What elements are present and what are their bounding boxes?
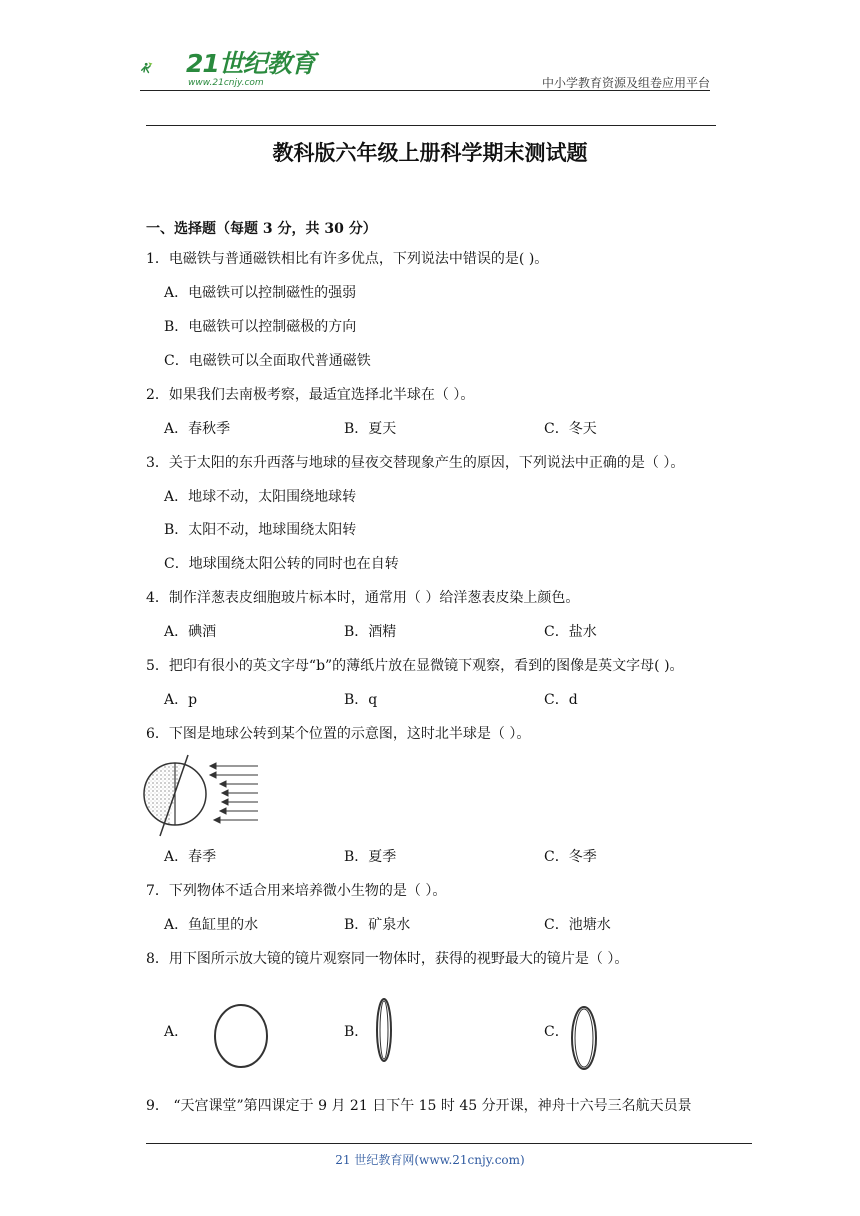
question-6-option-b: B．夏季 [344, 849, 397, 865]
title-divider [146, 125, 716, 126]
earth-orbit-diagram [140, 750, 266, 840]
question-6-option-a: A．春季 [164, 849, 217, 865]
question-8-option-b: B． [344, 1024, 369, 1040]
question-1-stem: 1．电磁铁与普通磁铁相比有许多优点，下列说法中错误的是( )。 [146, 251, 549, 267]
footer-link-text[interactable]: 21 世纪教育网(www.21cnjy.com) [335, 1153, 525, 1167]
section-heading: 一、选择题（每题 3 分，共 30 分） [146, 221, 377, 237]
question-5-stem: 5．把印有很小的英文字母“b”的薄纸片放在显微镜下观察，看到的图像是英文字母( )。 [146, 658, 684, 674]
question-6-stem: 6．下图是地球公转到某个位置的示意图，这时北半球是（ ）。 [146, 726, 531, 742]
question-4-option-b: B．酒精 [344, 624, 397, 640]
question-1-option-c: C．电磁铁可以全面取代普通磁铁 [164, 353, 371, 369]
question-7-stem: 7．下列物体不适合用来培养微小生物的是（ ）。 [146, 883, 447, 899]
question-7-option-b: B．矿泉水 [344, 917, 411, 933]
lens-b-icon [372, 996, 396, 1064]
lens-a-icon [212, 1002, 270, 1070]
question-3-option-b: B．太阳不动，地球围绕太阳转 [164, 522, 357, 538]
question-7-option-a: A．鱼缸里的水 [164, 917, 259, 933]
footer-divider [146, 1143, 752, 1144]
question-2-option-a: A．春秋季 [164, 421, 231, 437]
question-2-option-b: B．夏天 [344, 421, 397, 437]
logo-text: 21世纪教育 [186, 49, 315, 78]
question-5-option-c: C．d [544, 692, 578, 708]
question-8-stem: 8．用下图所示放大镜的镜片观察同一物体时，获得的视野最大的镜片是（ ）。 [146, 951, 629, 967]
question-5-option-b: B．q [344, 692, 378, 708]
question-6-option-c: C．冬季 [544, 849, 597, 865]
page-title: 教科版六年级上册科学期末测试题 [272, 140, 588, 165]
question-4-option-a: A．碘酒 [164, 624, 217, 640]
question-8-option-a: A． [164, 1024, 189, 1040]
logo-runner-icon [140, 46, 188, 90]
question-8-option-c: C． [544, 1024, 569, 1040]
question-4-stem: 4．制作洋葱表皮细胞玻片标本时，通常用（ ）给洋葱表皮染上颜色。 [146, 590, 580, 606]
question-7-option-c: C．池塘水 [544, 917, 611, 933]
question-1-option-b: B．电磁铁可以控制磁极的方向 [164, 319, 357, 335]
header-platform-text: 中小学教育资源及组卷应用平台 [541, 76, 710, 90]
question-4-option-c: C．盐水 [544, 624, 597, 640]
question-3-option-a: A．地球不动，太阳围绕地球转 [164, 489, 357, 505]
header-divider [140, 90, 710, 91]
question-2-option-c: C．冬天 [544, 421, 597, 437]
logo-url: www.21cnjy.com [188, 78, 264, 88]
lens-c-icon [568, 1004, 600, 1072]
question-1-option-a: A．电磁铁可以控制磁性的强弱 [164, 285, 357, 301]
question-3-option-c: C．地球围绕太阳公转的同时也在自转 [164, 556, 399, 572]
question-3-stem: 3．关于太阳的东升西落与地球的昼夜交替现象产生的原因，下列说法中正确的是（ ）。 [146, 455, 685, 471]
question-9-stem: 9． “天宫课堂”第四课定于 9 月 21 日下午 15 时 45 分开课，神舟十六号三名航天员景 [146, 1098, 692, 1114]
question-5-option-a: A．p [164, 692, 198, 708]
question-2-stem: 2．如果我们去南极考察，最适宜选择北半球在（ ）。 [146, 387, 475, 403]
